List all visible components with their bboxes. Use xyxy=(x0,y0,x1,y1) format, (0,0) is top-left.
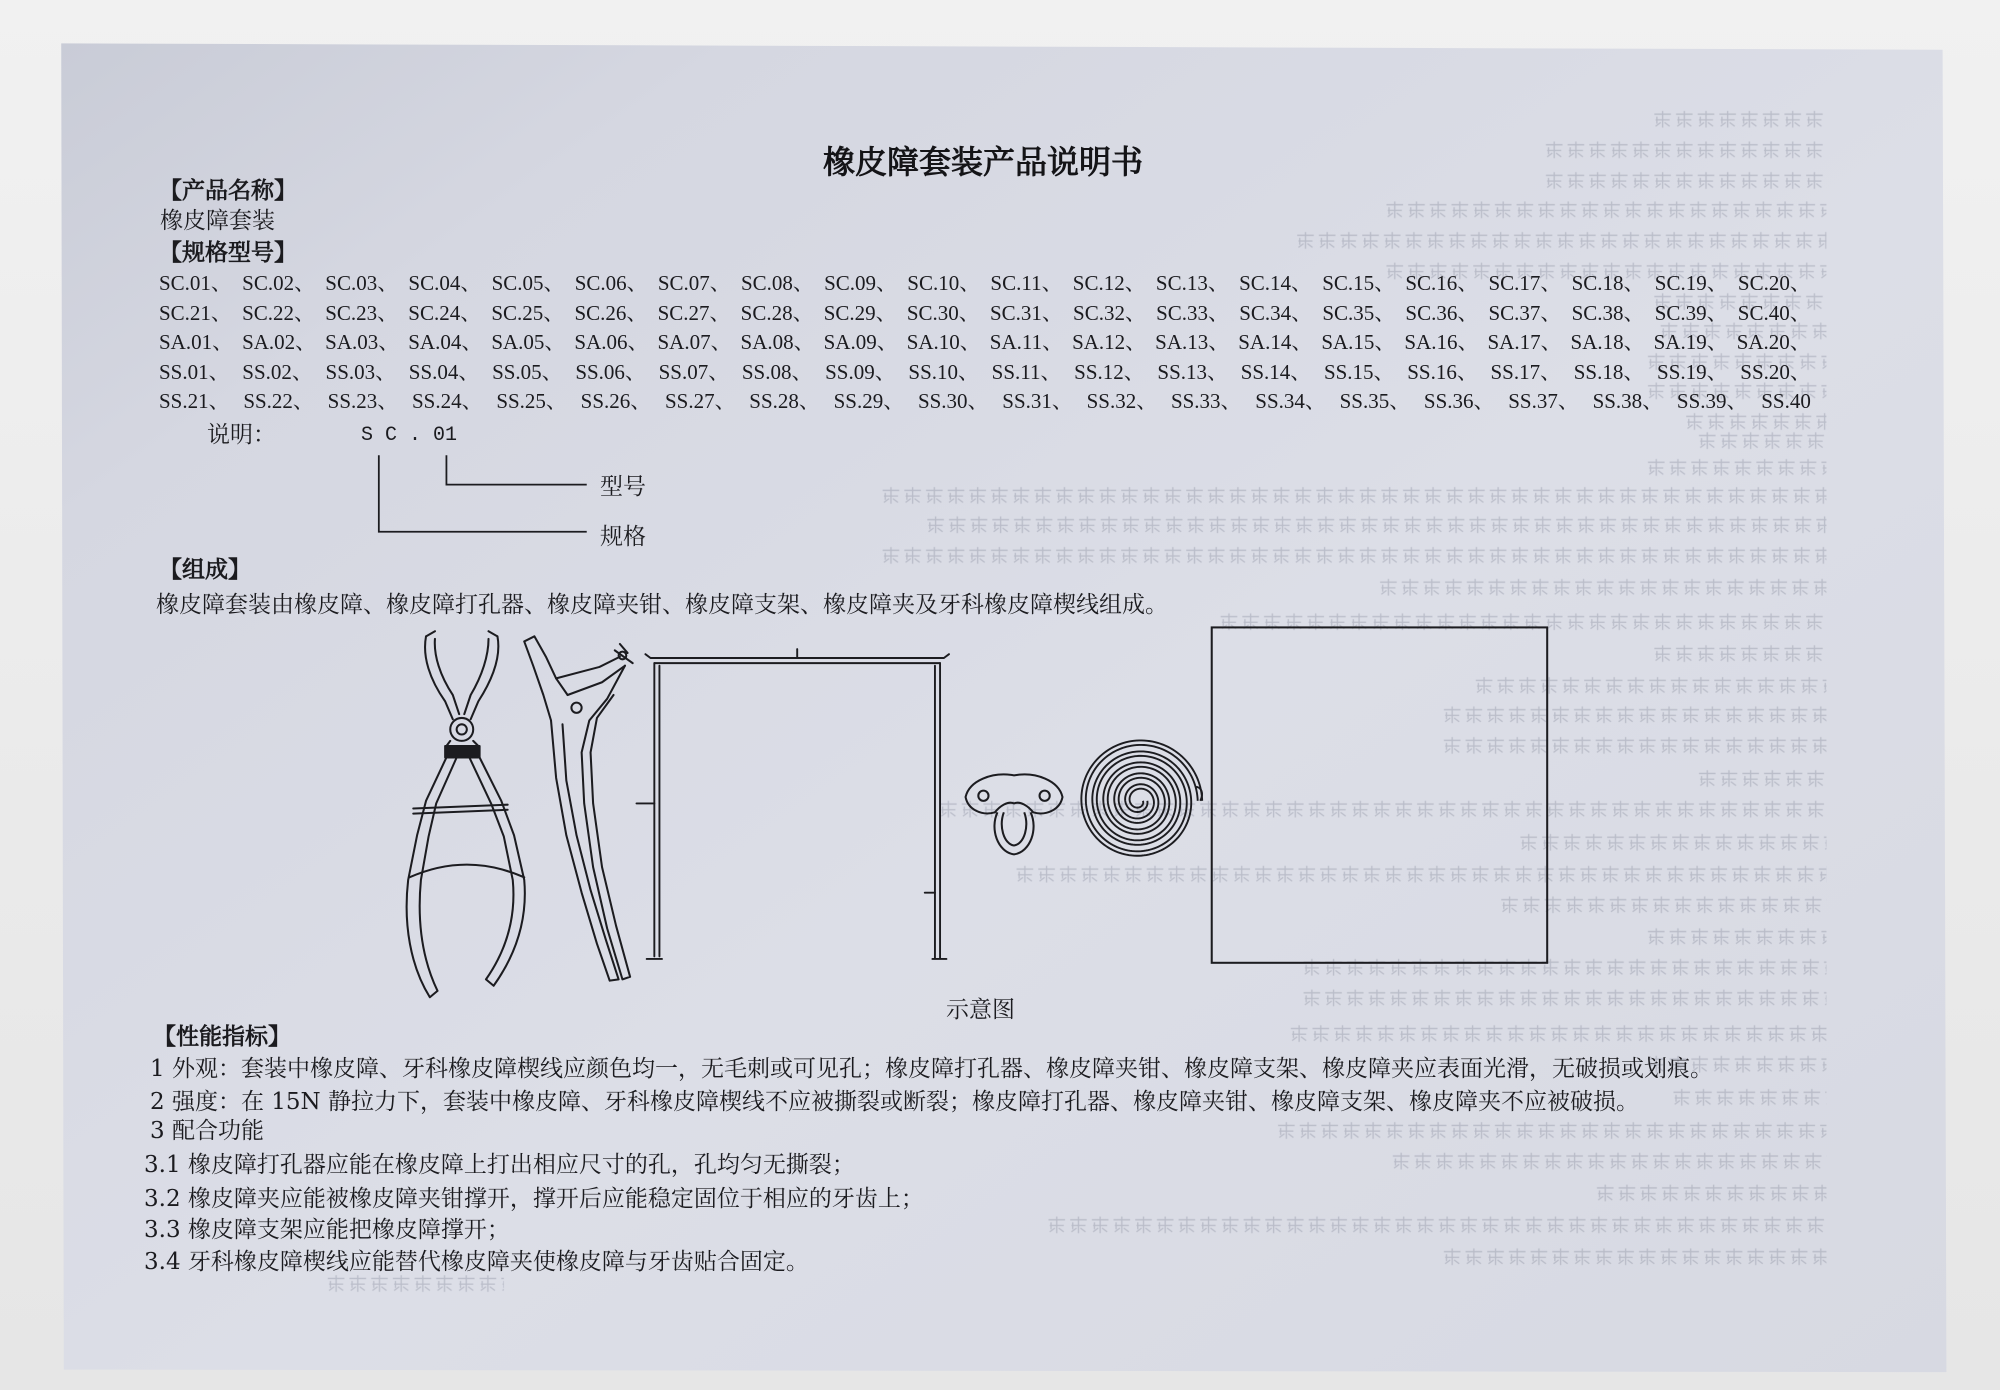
model-code: SA.01、 xyxy=(159,330,234,354)
bleed-through-glyphs xyxy=(1378,578,1827,597)
model-code: SS.10、 xyxy=(908,359,979,384)
model-code: SA.07、 xyxy=(657,330,732,354)
bleed-through-glyphs xyxy=(1543,140,1826,159)
model-code: SC.23、 xyxy=(325,300,399,325)
bleed-through-line xyxy=(1014,865,1827,884)
bleed-through-glyphs xyxy=(1288,1024,1826,1043)
model-code: SS.31、 xyxy=(1002,389,1073,413)
bleed-through-glyphs xyxy=(1671,1088,1827,1107)
model-code: SC.34、 xyxy=(1239,300,1313,325)
bleed-through-line xyxy=(1046,1215,1827,1234)
model-code: SS.30、 xyxy=(917,389,989,413)
model-code: SC.20、 xyxy=(1737,271,1811,295)
model-code: SA.15、 xyxy=(1321,330,1396,354)
model-code: SC.12、 xyxy=(1072,271,1146,295)
model-code: SC.40、 xyxy=(1737,300,1811,325)
model-code: SS.01、 xyxy=(159,359,230,384)
model-code: SC.36、 xyxy=(1405,300,1479,325)
model-code: SS.07、 xyxy=(658,359,730,384)
model-code: SA.20、 xyxy=(1736,330,1811,354)
model-code: SS.22、 xyxy=(243,389,314,413)
model-code: SC.15、 xyxy=(1322,271,1396,295)
model-code: SS.33、 xyxy=(1170,389,1242,413)
performance-item: 2 强度：在 15N 静拉力下，套装中橡皮障、牙科橡皮障楔线不应被撕裂或断裂；橡皮障打孔器、橡皮障夹钳、橡皮障支架、橡皮障夹不应被破损。 xyxy=(150,1089,1639,1115)
model-code: SC.32、 xyxy=(1073,300,1146,325)
model-code: SA.14、 xyxy=(1238,330,1313,354)
model-code: SA.02、 xyxy=(242,330,317,354)
bleed-through-glyphs xyxy=(1518,833,1827,852)
model-row xyxy=(159,388,1811,418)
model-code: SS.32、 xyxy=(1086,389,1158,413)
model-row xyxy=(159,359,1811,389)
model-heading: 【规格型号】 xyxy=(159,240,297,266)
bleed-through-line xyxy=(1652,644,1827,663)
bleed-through-glyphs xyxy=(1301,988,1827,1007)
model-code: SC.39、 xyxy=(1654,300,1728,325)
model-code: SC.24、 xyxy=(408,300,482,325)
model-row xyxy=(159,270,1811,300)
bleed-through-line xyxy=(1696,431,1826,450)
model-code: SS.15、 xyxy=(1323,359,1395,384)
model-code: SA.16、 xyxy=(1404,330,1479,354)
model-code: SA.11、 xyxy=(989,330,1064,354)
model-code: SA.05、 xyxy=(491,330,566,354)
bleed-through-glyphs xyxy=(1473,676,1826,695)
model-code: SA.10、 xyxy=(906,330,981,354)
model-code: SA.18、 xyxy=(1570,330,1645,354)
model-code: SA.17、 xyxy=(1487,330,1562,354)
bleed-through-line xyxy=(1276,1121,1827,1140)
model-code: SS.27、 xyxy=(664,389,736,413)
model-code: SS.24、 xyxy=(411,389,483,413)
bleed-through-line xyxy=(1441,736,1826,755)
bleed-through-glyphs xyxy=(938,800,1827,819)
model-code: SC.05、 xyxy=(491,271,565,295)
model-row xyxy=(159,300,1811,330)
model-code: SS.40 xyxy=(1761,389,1811,413)
bleed-through-line xyxy=(1301,988,1827,1007)
performance-item: 1 外观：套装中橡皮障、牙科橡皮障楔线应颜色均一，无毛刺或可见孔；橡皮障打孔器、橡皮障夹钳、橡皮障支架、橡皮障夹应表面光滑，无破损或划痕。 xyxy=(150,1056,1713,1082)
model-code: SC.17、 xyxy=(1488,271,1562,295)
model-code: SS.17、 xyxy=(1490,359,1562,384)
model-code: SS.08、 xyxy=(741,359,813,384)
model-code: SC.09、 xyxy=(824,271,898,295)
model-list xyxy=(159,270,1811,418)
bleed-through-line xyxy=(1378,578,1827,597)
model-code: SC.13、 xyxy=(1155,271,1229,295)
model-code: SC.22、 xyxy=(242,300,316,325)
model-code: SS.16、 xyxy=(1407,359,1478,384)
model-code: SC.26、 xyxy=(574,300,648,325)
model-code: SC.37、 xyxy=(1488,300,1562,325)
model-code: SA.09、 xyxy=(823,330,898,354)
model-code: SC.11、 xyxy=(990,271,1063,295)
model-code: SS.06、 xyxy=(575,359,646,384)
model-code: SS.13、 xyxy=(1157,359,1229,384)
model-code: SC.19、 xyxy=(1654,271,1728,295)
model-code: SC.31、 xyxy=(989,300,1063,325)
bleed-through-glyphs xyxy=(1645,458,1826,477)
model-code: SC.25、 xyxy=(491,300,565,325)
model-code: SC.14、 xyxy=(1239,271,1312,295)
model-code: SC.03、 xyxy=(325,271,399,295)
model-code: SC.10、 xyxy=(907,271,981,295)
bleed-through-line xyxy=(1543,171,1826,190)
model-code: SA.08、 xyxy=(740,330,815,354)
model-code: SC.33、 xyxy=(1156,300,1230,325)
model-code: SA.06、 xyxy=(574,330,649,354)
bleed-through-glyphs xyxy=(1014,865,1827,884)
bleed-through-glyphs xyxy=(1390,1152,1826,1171)
bleed-through-glyphs xyxy=(1384,200,1827,219)
model-code: SC.06、 xyxy=(574,271,648,295)
model-code: SA.13、 xyxy=(1155,330,1230,354)
model-code: SS.34、 xyxy=(1255,389,1326,413)
bleed-through-line xyxy=(1295,231,1827,250)
bleed-through-glyphs xyxy=(925,515,1827,534)
bleed-through-line xyxy=(1543,140,1826,159)
model-code: SS.03、 xyxy=(325,359,397,384)
model-code: SC.35、 xyxy=(1322,300,1396,325)
model-code: SS.37、 xyxy=(1508,389,1579,413)
model-code: SS.18、 xyxy=(1573,359,1645,384)
bleed-through-glyphs xyxy=(1543,171,1826,190)
model-code: SC.08、 xyxy=(740,271,814,295)
model-code: SS.19、 xyxy=(1657,359,1728,384)
bleed-through-line xyxy=(1288,1024,1826,1043)
bleed-through-glyphs xyxy=(1441,736,1826,755)
model-code: SS.05、 xyxy=(492,359,563,384)
bleed-through-line xyxy=(1384,200,1827,219)
bleed-through-glyphs xyxy=(1295,231,1827,250)
model-code: SA.19、 xyxy=(1653,330,1728,354)
model-code: SC.07、 xyxy=(657,271,731,295)
bleed-through-glyphs xyxy=(1594,1183,1826,1202)
model-code: SA.12、 xyxy=(1072,330,1147,354)
bleed-through-glyphs xyxy=(1645,927,1826,946)
bleed-through-glyphs xyxy=(1441,705,1826,724)
model-code: SC.29、 xyxy=(823,300,897,325)
bleed-through-glyphs xyxy=(1696,431,1826,450)
model-code: SS.39、 xyxy=(1676,389,1748,413)
bleed-through-line xyxy=(938,800,1827,819)
model-code: SS.21、 xyxy=(159,389,230,413)
composition-text: 橡皮障套装由橡皮障、橡皮障打孔器、橡皮障夹钳、橡皮障支架、橡皮障夹及牙科橡皮障楔线组成。 xyxy=(156,592,1168,618)
product-name: 橡皮障套装 xyxy=(160,208,275,234)
bleed-through-glyphs xyxy=(1276,1121,1827,1140)
model-code: SC.27、 xyxy=(657,300,731,325)
performance-item: 3.4 牙科橡皮障楔线应能替代橡皮障夹使橡皮障与牙齿贴合固定。 xyxy=(144,1249,809,1275)
performance-item: 3.2 橡皮障夹应能被橡皮障夹钳撑开，撑开后应能稳定固位于相应的牙齿上； xyxy=(144,1186,924,1212)
explanation-code: S C . 01 xyxy=(361,424,458,447)
model-code: SA.04、 xyxy=(408,330,483,354)
model-code: SS.11、 xyxy=(991,359,1062,384)
bleed-through-line xyxy=(1671,1088,1827,1107)
bleed-through-line xyxy=(880,546,1826,565)
model-code: SC.18、 xyxy=(1571,271,1645,295)
model-code: SC.38、 xyxy=(1571,300,1645,325)
model-code: SS.29、 xyxy=(833,389,905,413)
figure-caption: 示意图 xyxy=(946,997,1015,1023)
bleed-through-line xyxy=(1441,1247,1826,1266)
model-code: SS.09、 xyxy=(825,359,896,384)
bleed-through-line xyxy=(1652,110,1827,129)
model-code: SS.26、 xyxy=(580,389,652,413)
bleed-through-line xyxy=(1473,676,1826,695)
bleed-through-glyphs xyxy=(880,546,1826,565)
bleed-through-line xyxy=(1645,458,1826,477)
model-code: SC.01、 xyxy=(159,271,232,295)
model-code: SS.36、 xyxy=(1423,389,1495,413)
model-code: SS.28、 xyxy=(749,389,820,413)
model-code: SS.35、 xyxy=(1339,389,1411,413)
bleed-through-glyphs xyxy=(1652,110,1827,129)
bleed-through-line xyxy=(1696,769,1826,788)
performance-item: 3.1 橡皮障打孔器应能在橡皮障上打出相应尺寸的孔，孔均匀无撕裂； xyxy=(144,1152,855,1178)
performance-item: 3 配合功能 xyxy=(150,1118,264,1144)
bleed-through-line xyxy=(925,515,1827,534)
bleed-through-line xyxy=(1441,705,1826,724)
model-code: SS.25、 xyxy=(496,389,567,413)
performance-heading: 【性能指标】 xyxy=(153,1024,291,1050)
bleed-through-glyphs xyxy=(1696,769,1826,788)
model-code: SC.28、 xyxy=(740,300,814,325)
performance-item: 3.3 橡皮障支架应能把橡皮障撑开； xyxy=(144,1217,510,1243)
composition-heading: 【组成】 xyxy=(159,557,251,583)
bleed-through-line xyxy=(880,486,1826,505)
model-code: SC.16、 xyxy=(1405,271,1479,295)
document-title: 橡皮障套装产品说明书 xyxy=(823,143,1144,181)
explanation-spec-label: 规格 xyxy=(600,524,646,550)
model-code: SC.02、 xyxy=(242,271,316,295)
model-code: SC.04、 xyxy=(408,271,482,295)
model-code: SS.20、 xyxy=(1740,359,1811,384)
model-code: SS.02、 xyxy=(242,359,313,384)
bleed-through-line xyxy=(1645,927,1826,946)
model-code: SS.04、 xyxy=(408,359,480,384)
bleed-through-glyphs xyxy=(1046,1215,1827,1234)
bleed-through-glyphs xyxy=(880,486,1826,505)
explanation-label: 说明： xyxy=(207,422,276,448)
forceps-grip-band xyxy=(445,746,479,757)
model-code: SS.38、 xyxy=(1592,389,1664,413)
bleed-through-line xyxy=(1390,1152,1826,1171)
model-code: SA.03、 xyxy=(325,330,400,354)
model-code: SC.30、 xyxy=(906,300,980,325)
model-code: SS.23、 xyxy=(327,389,399,413)
bleed-through-glyphs xyxy=(1301,958,1827,977)
bleed-through-line xyxy=(1594,1183,1826,1202)
explanation-model-label: 型号 xyxy=(600,474,646,500)
model-code: SC.21、 xyxy=(159,300,232,325)
product-name-heading: 【产品名称】 xyxy=(159,178,297,204)
bleed-through-line xyxy=(1301,958,1827,977)
bleed-through-line xyxy=(1518,833,1827,852)
model-code: SS.12、 xyxy=(1074,359,1145,384)
bleed-through-glyphs xyxy=(1652,644,1827,663)
model-row xyxy=(159,329,1811,359)
bleed-through-glyphs xyxy=(1441,1247,1826,1266)
model-code: SS.14、 xyxy=(1240,359,1312,384)
